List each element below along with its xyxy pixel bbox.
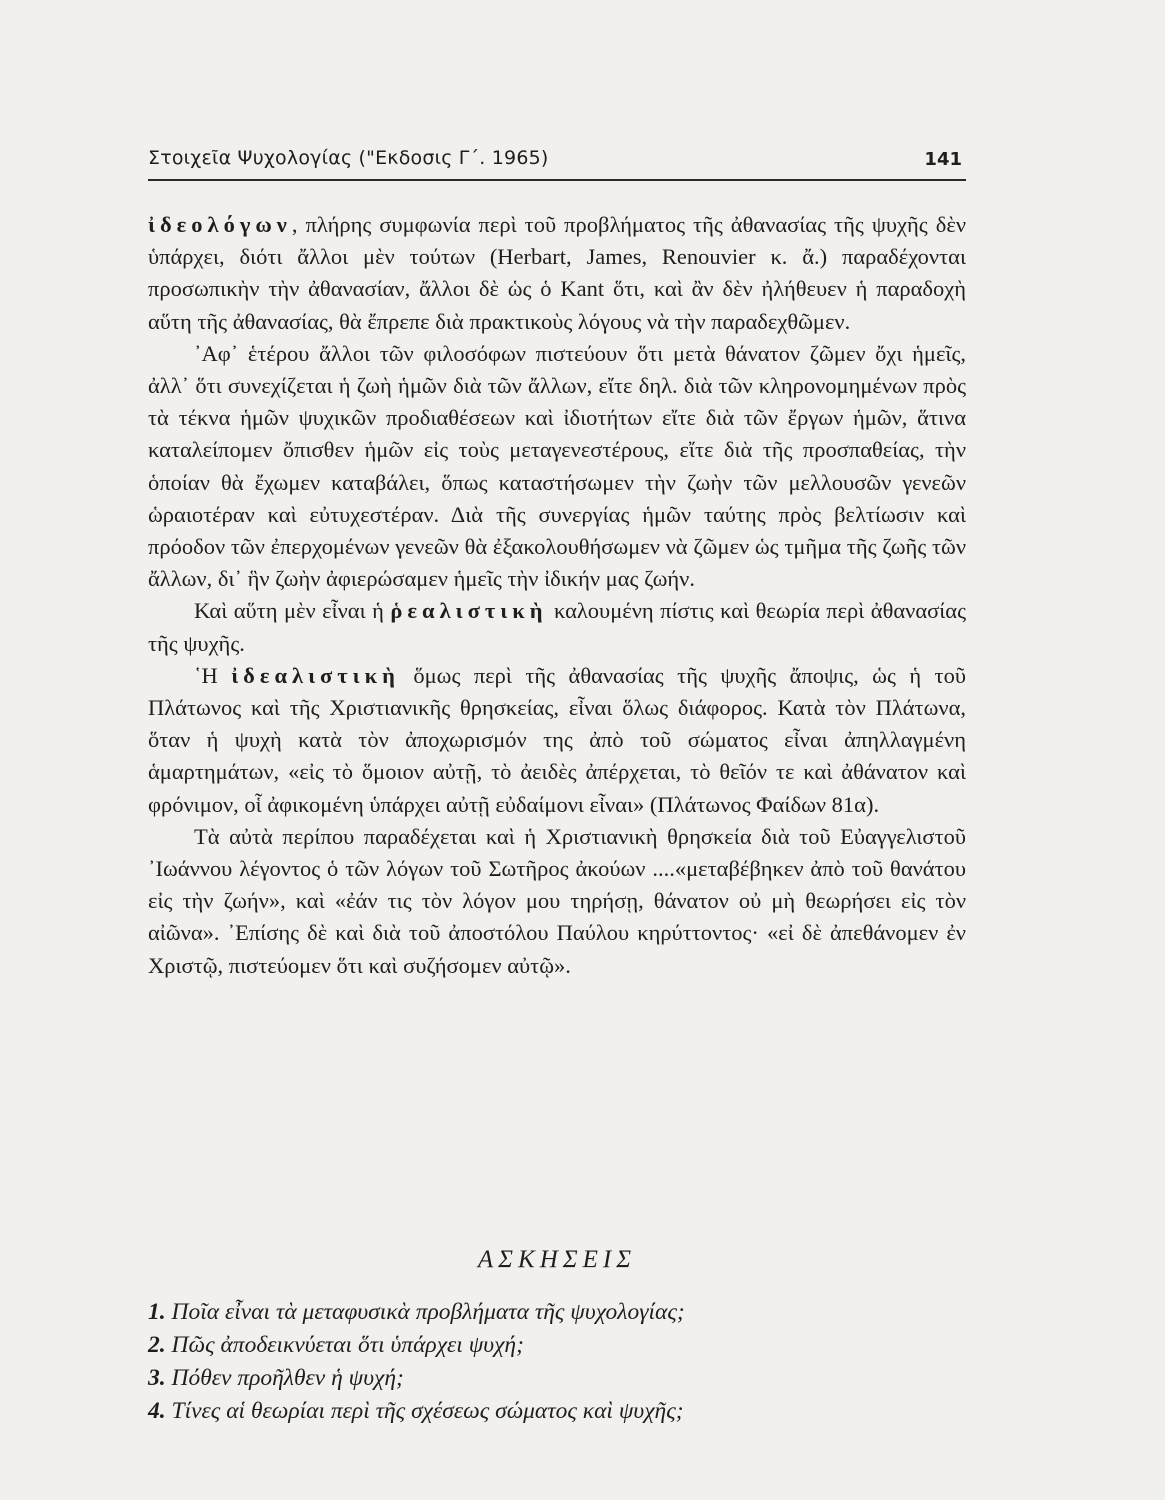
text-segment: , πλήρης συμφωνία περὶ τοῦ προβλήματος τῆς ἀθανασίας τῆς ψυχῆς δὲν ὑπάρχει, διότι ἄλλοι μὲν τούτων (Herbart, James, Renouvier κ. ἄ.) παραδέχονται προσωπικὴν τὴν ἀθανασίαν, ἄλλοι δὲ ὡς ὁ Kant ὅτι, καὶ ἂν δὲν ἠλήθευεν ἡ παραδοχὴ αὕτη τῆς ἀθανασίας, θὰ ἔπρεπε διὰ πρακτικοὺς λόγους νὰ τὴν παραδεχθῶμεν. [148,212,966,334]
text-segment: ὅμως περὶ τῆς ἀθανασίας τῆς ψυχῆς ἄποψις, ὡς ἡ τοῦ Πλάτωνος καὶ τῆς Χριστιανικῆς θρησκείας, εἶναι ὅλως διάφορος. Κατὰ τὸν Πλάτωνα, ὅταν ἡ ψυχὴ κατὰ τὸν ἀποχωρισμόν της ἀπὸ τοῦ σώματος εἶναι ἀπηλλαγμένη ἁμαρτημάτων, «εἰς τὸ ὅμοιον αὐτῇ, τὸ ἀειδὲς ἀπέρχεται, τὸ θεῖόν τε καὶ ἀθάνατον καὶ φρόνιμον, οἷ ἀφικομένη ὑπάρχει αὐτῇ εὐδαίμονι εἶναι» (Πλάτωνος Φαίδων 81α). [148,662,966,817]
emphasized-term: ἰδεαλιστικὴ [231,662,400,688]
question-number: 4. [148,1398,166,1424]
text-segment: Τὰ αὐτὰ περίπου παραδέχεται καὶ ἡ Χριστιανικὴ θρησκεία διὰ τοῦ Εὐαγγελιστοῦ ᾿Ιωάννου λέγοντος ὁ τῶν λόγων τοῦ Σωτῆρος ἀκούων ....«μεταβέβηκεν ἀπὸ τοῦ θανάτου εἰς τὴν ζωήν», καὶ «ἐάν τις τὸν λόγον μου τηρήσῃ, θάνατον οὐ μὴ θεωρήσει εἰς τὸν αἰῶνα». ᾿Επίσης δὲ καὶ διὰ τοῦ ἀποστόλου Παύλου κηρύττοντος· «εἰ δὲ ἀπεθάνομεν ἐν Χριστῷ, πιστεύομεν ὅτι καὶ συζήσομεν αὐτῷ». [148,823,966,978]
page-number: 141 [924,149,962,170]
exercises-heading: ΑΣΚΗΣΕΙΣ [477,1246,637,1273]
question-number: 1. [148,1299,166,1325]
paragraph [148,821,966,982]
exercises-list [148,1296,966,1428]
emphasized-term: ῥεαλιστικὴ [390,598,548,624]
paragraph [148,209,966,338]
question-text: Πόθεν προῆλθεν ἡ ψυχή; [165,1365,404,1391]
header-title: Στοιχεῖα Ψυχολογίας ("Εκδοσις Γ΄. 1965) [148,147,549,169]
question-number: 3. [148,1365,166,1391]
question-text: Τίνες αἱ θεωρίαι περὶ τῆς σχέσεως σώματος καὶ ψυχῆς; [165,1398,684,1424]
running-header [148,143,966,181]
paragraph [148,660,966,821]
exercise-question [148,1329,966,1362]
emphasized-term: ἰδεολόγων [148,212,292,237]
body-text [148,209,966,982]
text-segment: ᾿Αφ᾿ ἑτέρου ἄλλοι τῶν φιλοσόφων πιστεύουν ὅτι μετὰ θάνατον ζῶμεν ὄχι ἡμεῖς, ἀλλ᾿ ὅτι συνεχίζεται ἡ ζωὴ ἡμῶν διὰ τῶν ἄλλων, εἴτε δηλ. διὰ τῶν κληρονομημένων πρὸς τὰ τέκνα ἡμῶν ψυχικῶν προδιαθέσεων καὶ ἰδιοτήτων εἴτε διὰ τῶν ἔργων ἡμῶν, ἅτινα καταλείπομεν ὄπισθεν ἡμῶν εἰς τοὺς μεταγενεστέρους, εἴτε διὰ τῆς προσπαθείας, τὴν ὁποίαν θὰ ἔχωμεν καταβάλει, ὅπως καταστήσωμεν τὴν ζωὴν τῶν μελλουσῶν γενεῶν ὡραιοτέραν καὶ εὐτυχεστέραν. Διὰ τῆς συνεργίας ἡμῶν ταύτης πρὸς βελτίωσιν καὶ πρόοδον τῶν ἐπερχομένων γενεῶν θὰ ἐξακολουθήσωμεν νὰ ζῶμεν ὡς τμῆμα τῆς ζωῆς τῶν ἄλλων, δι᾿ ἣν ζωὴν ἀφιερώσαμεν ἡμεῖς τὴν ἰδικήν μας ζωήν. [148,340,966,592]
text-segment: καλουμένη πίστις καὶ θεωρία περὶ ἀθανασίας τῆς ψυχῆς. [148,598,966,656]
paragraph [148,338,966,596]
text-segment: ῾Η [194,662,232,688]
paragraph [148,595,966,659]
question-text: Πῶς ἀποδεικνύεται ὅτι ὑπάρχει ψυχή; [165,1332,524,1358]
question-number: 2. [148,1332,166,1358]
exercise-question [148,1362,966,1395]
text-segment: Καὶ αὕτη μὲν εἶναι ἡ [194,598,391,624]
exercise-question [148,1395,966,1428]
question-text: Ποῖα εἶναι τὰ μεταφυσικὰ προβλήματα τῆς ψυχολογίας; [165,1299,685,1325]
exercise-question [148,1296,966,1329]
